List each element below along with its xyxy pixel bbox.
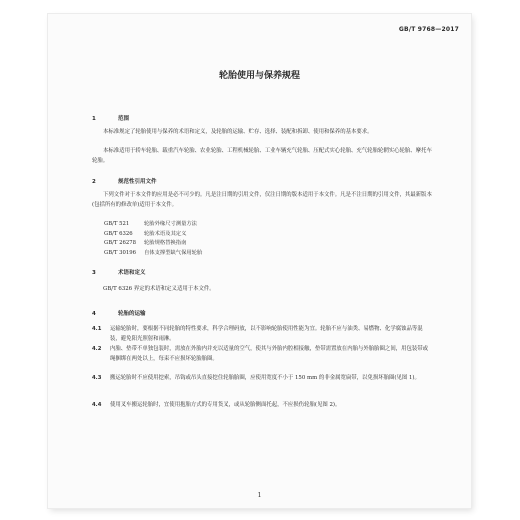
reference-code: GB/T 30196 (104, 249, 136, 256)
section-number: 2 (92, 179, 96, 185)
reference-name: 轮胎规格替换指南 (144, 240, 187, 246)
section-number: 1 (92, 116, 96, 122)
section-title: 轮胎的运输 (118, 311, 146, 317)
clause-4-3 (92, 374, 432, 384)
clause-number: 4.2 (92, 346, 102, 352)
section-heading-references (92, 177, 157, 185)
clause-text: 搬运轮胎时不应使用挖索，吊钩或吊头直接挖住轮胎胎圈，应使用宽度不小于 150 mm 的非金属宽扁带，以免损坏胎圈(见图 1)。 (110, 375, 420, 381)
section-number: 4 (92, 311, 96, 317)
section-number: 3 (92, 270, 96, 276)
reference-name: 轮胎外缘尺寸测量方法 (144, 221, 197, 227)
clause-number: 4.4 (92, 402, 102, 408)
reference-name: 自体支撑型缺气保用轮胎 (144, 249, 203, 256)
document-page (48, 14, 471, 508)
terms-paragraph: GB/T 6326 界定的术语和定义适用于本文件。 (103, 286, 215, 292)
clause-number: 4.1 (92, 326, 102, 332)
section-heading-transport (92, 309, 146, 317)
scope-paragraph-1: 本标准规定了轮胎使用与保养的术语和定义，及轮胎的运输、贮存、选择、装配和拆卸、使用和保养的基本要求。 (103, 129, 373, 135)
clause-text: 运输轮胎时，要根据不同轮胎的特性要求，科学合理码放，以不影响轮胎使用性能为宜。轮胎不应与油类、易燃物、化学腐蚀品等混装，避免阳光照射和雨淋。 (110, 326, 423, 342)
document-title: 轮胎使用与保养规程 (218, 71, 300, 81)
reference-item (104, 220, 202, 230)
reference-code: GB/T 26278 (104, 240, 136, 246)
reference-item (104, 230, 202, 240)
clause-4-4 (92, 401, 432, 411)
reference-item (104, 239, 202, 249)
section-title: 规范性引用文件 (118, 179, 157, 185)
clause-4-2 (92, 345, 432, 364)
references-intro: 下列文件对于本文件的应用是必不可少的。凡是注日期的引用文件，仅注日期的版本适用于本文件。凡是不注日期的引用文件，其最新版本(包括所有的修改单)适用于本文件。 (92, 192, 432, 208)
section-heading-terms (92, 268, 146, 276)
standard-code: GB/T 9768—2017 (398, 26, 459, 33)
reference-code: GB/T 6326 (104, 230, 133, 237)
clause-text: 内胎、垫带不单独包装时，需放在外胎内并充以适量的空气，使其与外胎内腔相接触，垫带需置放在内胎与外胎胎圈之间，用包装带或绳捆绑在两处以上，每束不应损坏轮胎胎圈。 (110, 346, 429, 362)
section-title: 范围 (118, 116, 130, 122)
reference-name: 轮胎术语及其定义 (144, 230, 187, 237)
section-heading-scope (92, 114, 129, 122)
clause-number: 4.3 (92, 375, 102, 381)
section-title: 术语和定义 (118, 270, 146, 276)
clause-text: 使用叉车搬运轮胎时，宜使用抱胎方式的专用货叉，或从轮胎侧面托起，不应损伤轮胎(见图 2)。 (110, 402, 341, 408)
clause-4-1 (92, 325, 432, 344)
reference-item (104, 249, 202, 259)
reference-list (104, 220, 202, 258)
page-number: 1 (257, 492, 262, 499)
reference-code: GB/T 521 (104, 221, 130, 227)
scope-paragraph-2: 本标准适用于轿车轮胎、载重汽车轮胎、农业轮胎、工程机械轮胎、工业车辆充气轮胎、压配式实心轮胎、充气轮胎轮辋实心轮胎、摩托车轮胎。 (92, 148, 432, 164)
